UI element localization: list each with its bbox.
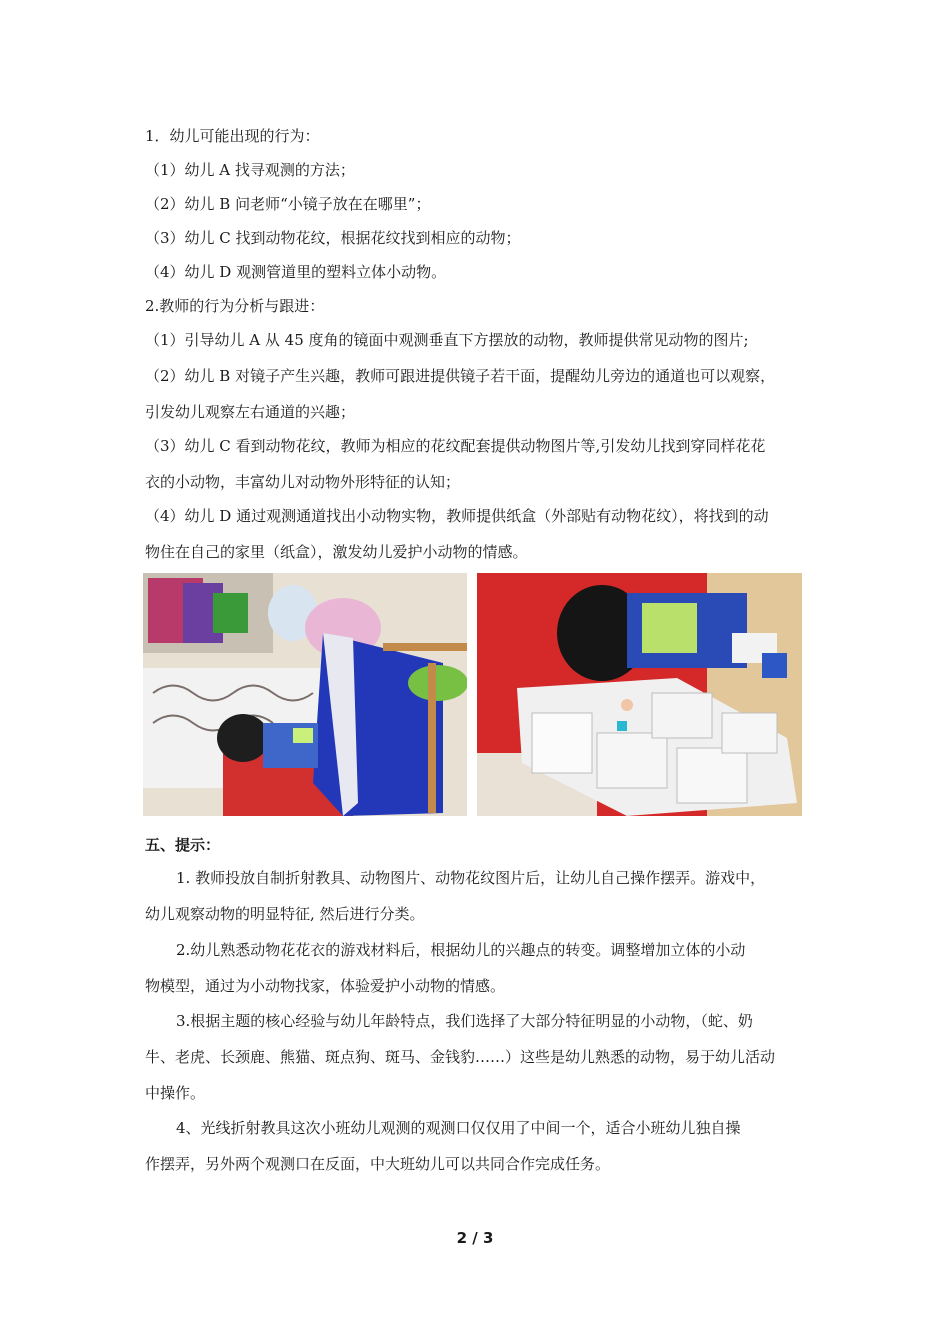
section1-heading: 1．幼儿可能出现的行为： bbox=[145, 127, 320, 145]
section5-line-2: 幼儿观察动物的明显特征, 然后进行分类。 bbox=[145, 905, 425, 923]
section2-line-2: （2）幼儿 B 对镜子产生兴趣，教师可跟进提供镜子若干面，提醒幼儿旁边的通道也可以观察， bbox=[145, 367, 776, 385]
section5-line-8: 4、光线折射教具这次小班幼儿观测的观测口仅仅用了中间一个，适合小班幼儿独自操 bbox=[176, 1119, 741, 1137]
section5-line-5: 3.根据主题的核心经验与幼儿年龄特点，我们选择了大部分特征明显的小动物，（蛇、奶 bbox=[176, 1012, 753, 1030]
section5-line-3: 2.幼儿熟悉动物花花衣的游戏材料后，根据幼儿的兴趣点的转变。调整增加立体的小动 bbox=[176, 941, 746, 959]
section5-line-1: 1. 教师投放自制折射教具、动物图片、动物花纹图片后，让幼儿自己操作摆弄。游戏中， bbox=[176, 869, 766, 887]
section5-line-7: 中操作。 bbox=[145, 1084, 206, 1102]
section1-item-1: （1）幼儿 A 找寻观测的方法； bbox=[145, 161, 355, 179]
section2-line-5: 衣的小动物，丰富幼儿对动物外形特征的认知； bbox=[145, 473, 461, 491]
section2-line-3: 引发幼儿观察左右通道的兴趣； bbox=[145, 403, 356, 421]
photo-child-cardboard-tunnel bbox=[477, 573, 802, 816]
page-number: 2 / 3 bbox=[456, 1229, 494, 1247]
section1-item-4: （4）幼儿 D 观测管道里的塑料立体小动物。 bbox=[145, 263, 447, 281]
photo-child-mirror-tube bbox=[143, 573, 467, 816]
section5-line-9: 作摆弄，另外两个观测口在反面，中大班幼儿可以共同合作完成任务。 bbox=[145, 1155, 611, 1173]
section2-line-4: （3）幼儿 C 看到动物花纹，教师为相应的花纹配套提供动物图片等,引发幼儿找到穿同样花花 bbox=[145, 437, 766, 455]
section5-line-4: 物模型，通过为小动物找家，体验爱护小动物的情感。 bbox=[145, 977, 506, 995]
section1-item-2: （2）幼儿 B 问老师“小镜子放在在哪里”； bbox=[145, 195, 431, 213]
section5-line-6: 牛、老虎、长颈鹿、熊猫、斑点狗、斑马、金钱豹……）这些是幼儿熟悉的动物，易于幼儿活动 bbox=[145, 1048, 776, 1066]
section2-heading: 2.教师的行为分析与跟进： bbox=[145, 297, 325, 315]
section2-line-1: （1）引导幼儿 A 从 45 度角的镜面中观测垂直下方摆放的动物，教师提供常见动物的图片; bbox=[145, 331, 749, 349]
section5-heading: 五、提示： bbox=[145, 836, 221, 854]
section2-line-7: 物住在自己的家里（纸盒），激发幼儿爱护小动物的情感。 bbox=[145, 543, 528, 561]
section1-item-3: （3）幼儿 C 找到动物花纹，根据花纹找到相应的动物； bbox=[145, 229, 521, 247]
section2-line-6: （4）幼儿 D 通过观测通道找出小动物实物，教师提供纸盒（外部贴有动物花纹），将找到的动 bbox=[145, 507, 769, 525]
